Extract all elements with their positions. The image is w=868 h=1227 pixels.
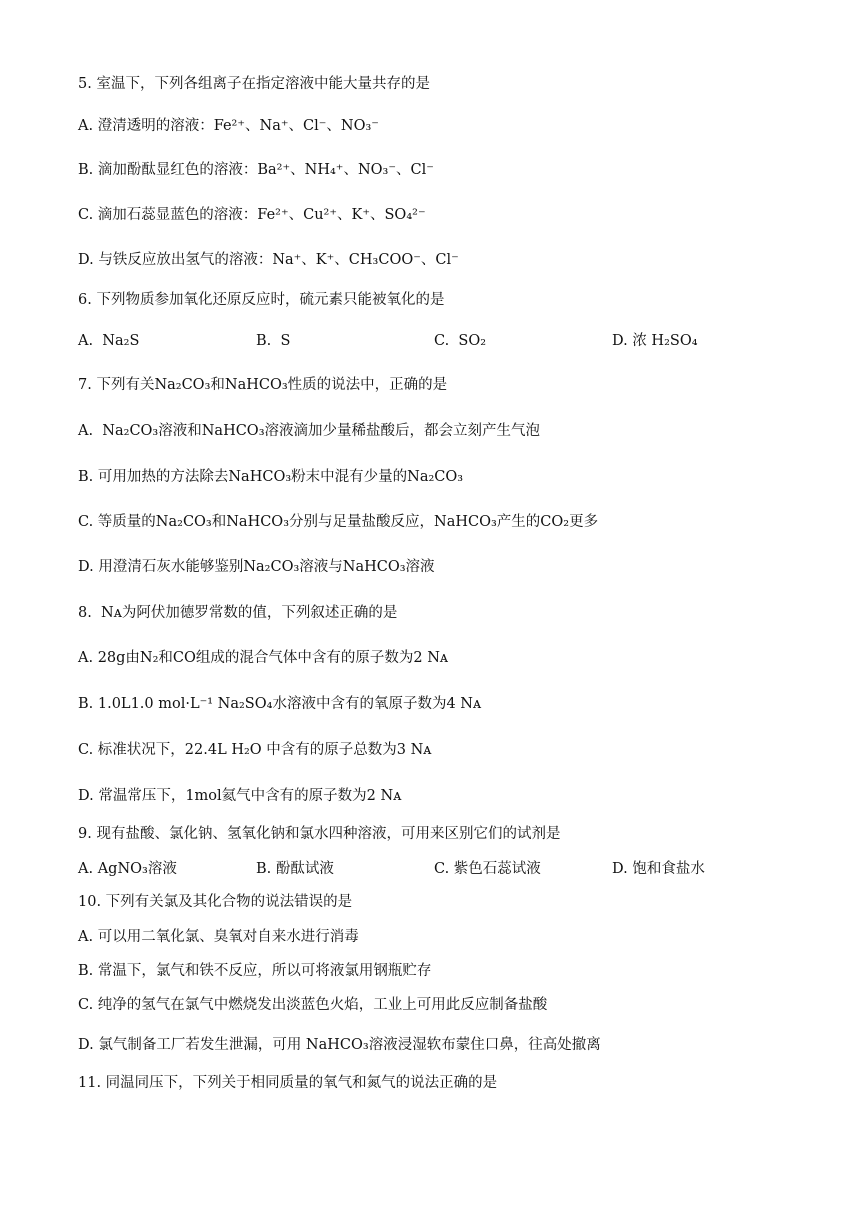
question-10-option-b: B. 常温下，氯气和铁不反应，所以可将液氯用钢瓶贮存 [78,963,432,979]
question-7-option-d: D. 用澄清石灰水能够鉴别Na₂CO₃溶液与NaHCO₃溶液 [78,559,435,575]
question-8-stem: 8. Nᴀ为阿伏加德罗常数的值，下列叙述正确的是 [78,605,398,621]
question-10-option-d: D. 氯气制备工厂若发生泄漏，可用 NaHCO₃溶液浸湿软布蒙住口鼻，往高处撤离 [78,1037,601,1053]
question-7-option-b: B. 可用加热的方法除去NaHCO₃粉末中混有少量的Na₂CO₃ [78,469,464,485]
question-7-option-a: A. Na₂CO₃溶液和NaHCO₃溶液滴加少量稀盐酸后，都会立刻产生气泡 [78,423,541,439]
question-10-option-a: A. 可以用二氧化氯、臭氧对自来水进行消毒 [78,929,359,945]
question-5-option-b: B. 滴加酚酞显红色的溶液：Ba²⁺、NH₄⁺、NO₃⁻、Cl⁻ [78,162,434,178]
question-7-stem: 7. 下列有关Na₂CO₃和NaHCO₃性质的说法中，正确的是 [78,377,448,393]
question-8-option-d: D. 常温常压下，1mol氦气中含有的原子数为2 Nᴀ [78,788,402,804]
question-7-option-c: C. 等质量的Na₂CO₃和NaHCO₃分别与足量盐酸反应，NaHCO₃产生的CO₂更多 [78,514,599,530]
question-9-stem: 9. 现有盐酸、氯化钠、氢氧化钠和氯水四种溶液，可用来区别它们的试剂是 [78,826,561,842]
question-11-stem: 11. 同温同压下，下列关于相同质量的氧气和氮气的说法正确的是 [78,1075,498,1091]
question-6-option-c: C. SO₂ [434,333,487,349]
question-5-option-a: A. 澄清透明的溶液：Fe²⁺、Na⁺、Cl⁻、NO₃⁻ [78,118,379,134]
question-10-stem: 10. 下列有关氯及其化合物的说法错误的是 [78,894,353,910]
question-8-option-b: B. 1.0L1.0 mol·L⁻¹ Na₂SO₄水溶液中含有的氧原子数为4 Nᴀ [78,696,482,712]
question-8-option-c: C. 标准状况下，22.4L H₂O 中含有的原子总数为3 Nᴀ [78,742,432,758]
question-8-option-a: A. 28g由N₂和CO组成的混合气体中含有的原子数为2 Nᴀ [78,650,449,666]
question-9-option-b: B. 酚酞试液 [256,861,334,877]
question-6-stem: 6. 下列物质参加氧化还原反应时，硫元素只能被氧化的是 [78,292,445,308]
question-9-option-d: D. 饱和食盐水 [612,861,705,877]
question-9-option-a: A. AgNO₃溶液 [78,861,177,877]
question-6-option-d: D. 浓 H₂SO₄ [612,333,698,349]
question-5-option-c: C. 滴加石蕊显蓝色的溶液：Fe²⁺、Cu²⁺、K⁺、SO₄²⁻ [78,207,426,223]
question-9-option-c: C. 紫色石蕊试液 [434,861,541,877]
question-5-stem: 5. 室温下，下列各组离子在指定溶液中能大量共存的是 [78,76,430,92]
question-10-option-c: C. 纯净的氢气在氯气中燃烧发出淡蓝色火焰，工业上可用此反应制备盐酸 [78,997,548,1013]
question-6-option-a: A. Na₂S [78,333,140,349]
question-5-option-d: D. 与铁反应放出氢气的溶液：Na⁺、K⁺、CH₃COO⁻、Cl⁻ [78,252,459,268]
question-6-option-b: B. S [256,333,291,349]
